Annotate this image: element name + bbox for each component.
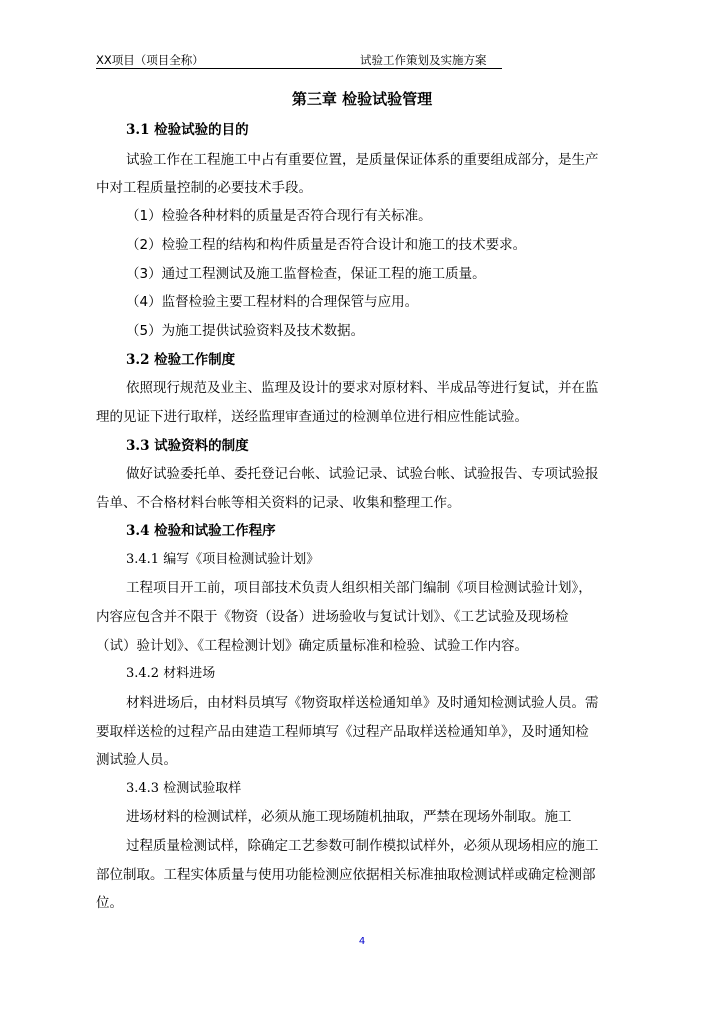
paragraph-line: 位。 [96, 895, 123, 911]
paragraph-line: 要取样送检的过程产品由建造工程师填写《过程产品取样送检通知单》，及时通知检 [96, 724, 589, 740]
list-item: （3）通过工程测试及施工监督检查，保证工程的施工质量。 [126, 266, 486, 282]
section-heading-3-4: 3.4 检验和试验工作程序 [126, 523, 276, 539]
list-item: （2）检验工程的结构和构件质量是否符合设计和施工的技术要求。 [126, 237, 527, 253]
paragraph-line: （试）验计划》、《工程检测计划》确定质量标准和检验、试验工作内容。 [96, 638, 528, 654]
paragraph-line: 材料进场后，由材料员填写《物资取样送检通知单》及时通知检测试验人员。需 [126, 695, 599, 711]
paragraph-line: 做好试验委托单、委托登记台帐、试验记录、试验台帐、试验报告、专项试验报 [126, 466, 599, 482]
paragraph-line: 工程项目开工前，项目部技术负责人组织相关部门编制《项目检测试验计划》， [126, 580, 592, 596]
section-heading-3-2: 3.2 检验工作制度 [126, 352, 236, 368]
header-document-title: 试验工作策划及实施方案 [360, 53, 487, 67]
chapter-title: 第三章 检验试验管理 [291, 90, 433, 108]
list-item: （1）检验各种材料的质量是否符合现行有关标准。 [126, 208, 432, 224]
list-item: （5）为施工提供试验资料及技术数据。 [126, 323, 365, 339]
paragraph-line: 理的见证下进行取样，送经监理审查通过的检测单位进行相应性能试验。 [96, 409, 528, 425]
paragraph-line: 进场材料的检测试样，必须从施工现场随机抽取，严禁在现场外制取。施工 [126, 809, 572, 825]
header-project-name: XX项目（项目全称） [96, 53, 204, 67]
paragraph-line: 中对工程质量控制的必要技术手段。 [96, 180, 312, 196]
paragraph-line: 试验工作在工程施工中占有重要位置，是质量保证体系的重要组成部分，是生产 [126, 152, 599, 168]
subsection-heading-3-4-2: 3.4.2 材料进场 [126, 666, 216, 681]
paragraph-line: 测试验人员。 [96, 752, 177, 768]
page-header [96, 52, 502, 69]
list-item: （4）监督检验主要工程材料的合理保管与应用。 [126, 294, 419, 310]
subsection-heading-3-4-3: 3.4.3 检测试验取样 [126, 781, 242, 796]
subsection-heading-3-4-1: 3.4.1 编写《项目检测试验计划》 [126, 552, 320, 567]
paragraph-line: 过程质量检测试样，除确定工艺参数可制作模拟试样外，必须从现场相应的施工 [126, 838, 599, 854]
section-heading-3-1: 3.1 检验试验的目的 [126, 122, 249, 138]
paragraph-line: 依照现行规范及业主、监理及设计的要求对原材料、半成品等进行复试，并在监 [126, 380, 599, 396]
paragraph-line: 部位制取。工程实体质量与使用功能检测应依据相关标准抽取检测试样或确定检测部 [96, 867, 596, 883]
page-number: 4 [358, 936, 366, 947]
section-heading-3-3: 3.3 试验资料的制度 [126, 438, 249, 454]
paragraph-line: 内容应包含并不限于《物资（设备）进场验收与复试计划》、《工艺试验及现场检 [96, 609, 569, 625]
paragraph-line: 告单、不合格材料台帐等相关资料的记录、收集和整理工作。 [96, 495, 461, 511]
